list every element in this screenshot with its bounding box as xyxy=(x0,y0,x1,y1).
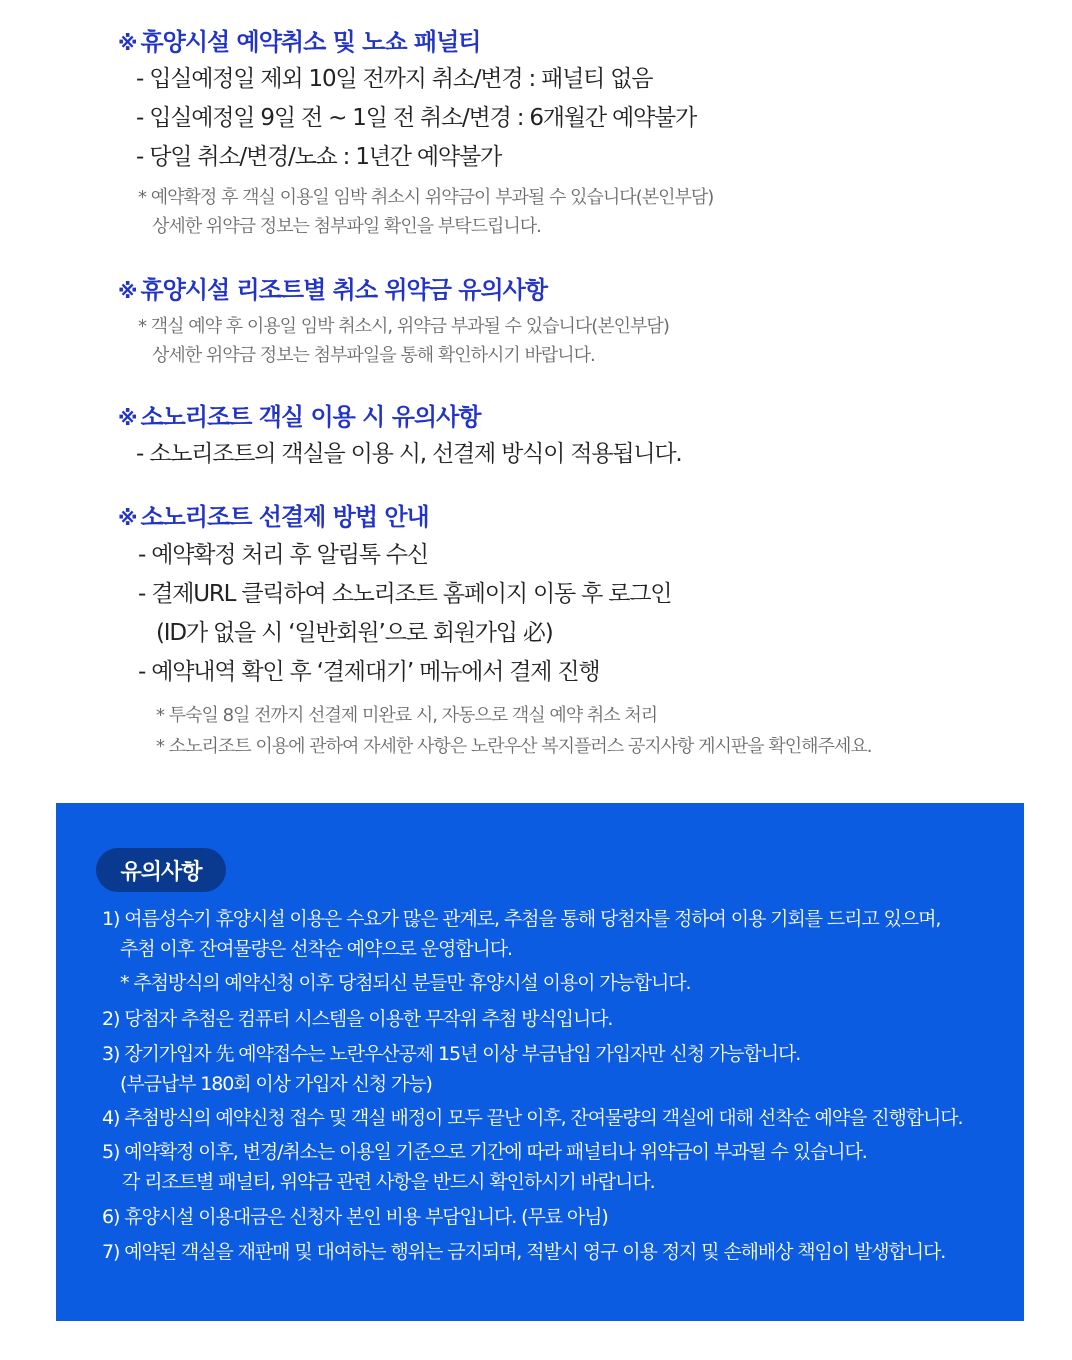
list-item: - 입실예정일 제외 10일 전까지 취소/변경 : 패널티 없음 xyxy=(136,66,653,92)
notice-line: 추첨 이후 잔여물량은 선착순 예약으로 운영합니다. xyxy=(120,938,512,960)
note: * 투숙일 8일 전까지 선결제 미완료 시, 자동으로 객실 예약 취소 처리 xyxy=(156,705,658,726)
notice-line: 각 리조트별 패널티, 위약금 관련 사항을 반드시 확인하시기 바랍니다. xyxy=(122,1171,655,1193)
notice-line: 2) 당첨자 추첨은 컴퓨터 시스템을 이용한 무작위 추첨 방식입니다. xyxy=(102,1008,613,1030)
notice-line: 4) 추첨방식의 예약신청 접수 및 객실 배정이 모두 끝난 이후, 잔여물량의 객실에 대해 선착순 예약을 진행합니다. xyxy=(102,1107,963,1129)
list-item: - 당일 취소/변경/노쇼 : 1년간 예약불가 xyxy=(136,144,501,170)
section-heading-cancel-penalty: ※ 휴양시설 예약취소 및 노쇼 패널티 xyxy=(118,28,481,56)
list-item: - 소노리조트의 객실을 이용 시, 선결제 방식이 적용됩니다. xyxy=(136,441,682,467)
section-heading-resort-cancel: ※ 휴양시설 리조트별 취소 위약금 유의사항 xyxy=(118,276,548,304)
note: * 객실 예약 후 이용일 임박 취소시, 위약금 부과될 수 있습니다(본인부담) xyxy=(138,316,669,337)
note: 상세한 위약금 정보는 첨부파일을 통해 확인하시기 바랍니다. xyxy=(152,345,595,366)
notice-line: 1) 여름성수기 휴양시설 이용은 수요가 많은 관계로, 추첨을 통해 당첨자를 정하여 이용 기회를 드리고 있으며, xyxy=(102,908,941,930)
reference-mark: ※ xyxy=(118,406,137,430)
reference-mark: ※ xyxy=(118,279,137,303)
note: * 소노리조트 이용에 관하여 자세한 사항은 노란우산 복지플러스 공지사항 게시판을 확인해주세요. xyxy=(156,736,872,757)
reference-mark: ※ xyxy=(118,31,137,55)
notice-line: 5) 예약확정 이후, 변경/취소는 이용일 기준으로 기간에 따라 패널티나 위약금이 부과될 수 있습니다. xyxy=(102,1141,867,1163)
notice-line: 7) 예약된 객실을 재판매 및 대여하는 행위는 금지되며, 적발시 영구 이용 정지 및 손해배상 책임이 발생합니다. xyxy=(102,1241,946,1263)
note: 상세한 위약금 정보는 첨부파일 확인을 부탁드립니다. xyxy=(152,216,541,237)
notice-badge: 유의사항 xyxy=(96,848,226,892)
list-item: - 예약확정 처리 후 알림톡 수신 xyxy=(138,542,428,568)
list-item: - 결제URL 클릭하여 소노리조트 홈페이지 이동 후 로그인 xyxy=(138,581,672,607)
list-item: - 입실예정일 9일 전 ~ 1일 전 취소/변경 : 6개월간 예약불가 xyxy=(136,105,697,131)
note: * 예약확정 후 객실 이용일 임박 취소시 위약금이 부과될 수 있습니다(본인부담) xyxy=(138,187,714,208)
notice-line: 3) 장기가입자 先 예약접수는 노란우산공제 15년 이상 부금납입 가입자만 신청 가능합니다. xyxy=(102,1043,801,1065)
notice-line: 6) 휴양시설 이용대금은 신청자 본인 비용 부담입니다. (무료 아님) xyxy=(102,1206,608,1228)
list-item: (ID가 없을 시 ‘일반회원’으로 회원가입 必) xyxy=(156,620,553,646)
section-heading-sono-usage: ※ 소노리조트 객실 이용 시 유의사항 xyxy=(118,403,481,431)
section-heading-sono-prepay: ※ 소노리조트 선결제 방법 안내 xyxy=(118,503,429,531)
notice-line: (부금납부 180회 이상 가입자 신청 가능) xyxy=(120,1073,432,1095)
reference-mark: ※ xyxy=(118,506,137,530)
list-item: - 예약내역 확인 후 ‘결제대기’ 메뉴에서 결제 진행 xyxy=(138,659,600,685)
notice-line: * 추첨방식의 예약신청 이후 당첨되신 분들만 휴양시설 이용이 가능합니다. xyxy=(120,972,691,994)
